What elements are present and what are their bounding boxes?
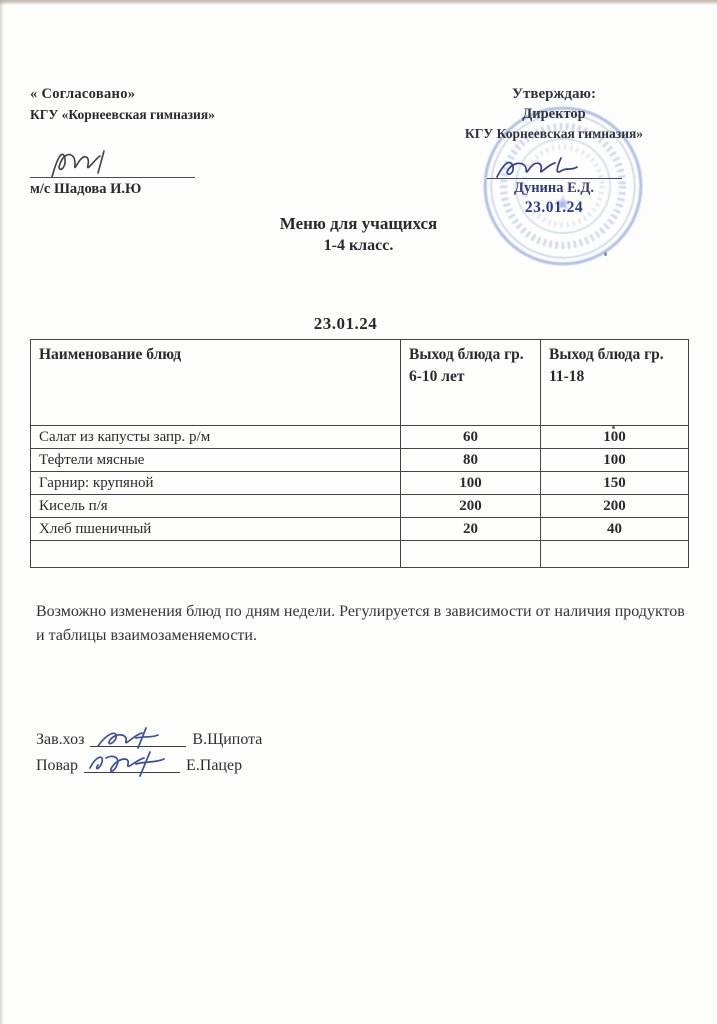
scan-edge-top (0, 0, 717, 5)
portion-6-10: 20 (401, 518, 541, 541)
agreed-signature-icon (48, 147, 140, 181)
table-row (31, 472, 689, 495)
approval-date: 23.01.24 (524, 199, 584, 216)
table-header-row (31, 340, 689, 426)
scan-edge-left (0, 0, 4, 1024)
dish-name: Гарнир: крупяной (31, 472, 401, 495)
table-row (31, 426, 689, 449)
portion-6-10: 80 (401, 449, 541, 472)
portion-6-10-empty (401, 541, 541, 568)
agreed-block (30, 86, 280, 198)
header-portion-6-10: Выход блюда гр. 6-10 лет (401, 340, 541, 426)
signoff-name: В.Щипота (192, 731, 263, 748)
header-dish: Наименование блюд (31, 340, 401, 426)
agreed-label: « Согласовано» (30, 86, 136, 102)
portion-11-18: 40 (541, 518, 689, 541)
signoff-block-2 (36, 752, 242, 778)
signoff-block (36, 726, 262, 752)
approval-label: Утверждаю: (512, 86, 596, 102)
table-row-empty (31, 541, 689, 568)
dish-name-empty (31, 541, 401, 568)
table-row (31, 495, 689, 518)
title-line-1: Меню для учащихся (279, 214, 438, 233)
approval-block (408, 86, 700, 217)
menu-table (30, 339, 689, 568)
portion-11-18: 100 (541, 449, 689, 472)
dish-name: Кисель п/я (31, 495, 401, 518)
menu-date: 23.01.24 (313, 314, 378, 333)
approval-signature-line (487, 152, 622, 179)
signoff-signature-line (90, 726, 186, 747)
scan-speck (612, 426, 615, 429)
header-portion-11-18: Выход блюда гр. 11-18 (541, 340, 689, 426)
agreed-org: КГУ «Корнеевская гимназия» (30, 107, 215, 122)
portion-6-10: 200 (401, 495, 541, 518)
table-row (31, 449, 689, 472)
signoff-label: Повар (36, 757, 78, 774)
portion-6-10: 60 (401, 426, 541, 449)
povar-signature-icon (86, 750, 186, 780)
portion-11-18: 150 (541, 472, 689, 495)
dish-name: Тефтели мясные (31, 449, 401, 472)
approval-signer-name: Дунина Е.Д. (513, 180, 595, 196)
note-text: Возможно изменения блюд по дням недели. Регулируется в зависимости от наличия продуктов и таблицы взаимозаменяемости. (36, 603, 685, 644)
agreed-signer-name: м/с Шадова И.Ю (30, 181, 142, 197)
dish-name: Хлеб пшеничный (31, 518, 401, 541)
signoff-signature-line (84, 752, 180, 773)
table-row (31, 518, 689, 541)
portion-11-18-empty (541, 541, 689, 568)
signoff-row-povar (36, 752, 242, 775)
dish-name: Салат из капусты запр. р/м (31, 426, 401, 449)
portion-11-18: 200 (541, 495, 689, 518)
approval-title: Директор (522, 106, 586, 122)
agreed-signature-line (30, 137, 195, 178)
signoff-name: Е.Пацер (186, 757, 243, 774)
signoff-label: Зав.хоз (36, 731, 85, 748)
signoff-row-zavhoz (36, 726, 262, 749)
portion-6-10: 100 (401, 472, 541, 495)
approval-signature-icon (491, 155, 611, 181)
approval-org: КГУ Корнеевская гимназия» (464, 126, 644, 141)
title-line-2: 1-4 класс. (323, 237, 394, 254)
portion-11-18: 100 (541, 426, 689, 449)
